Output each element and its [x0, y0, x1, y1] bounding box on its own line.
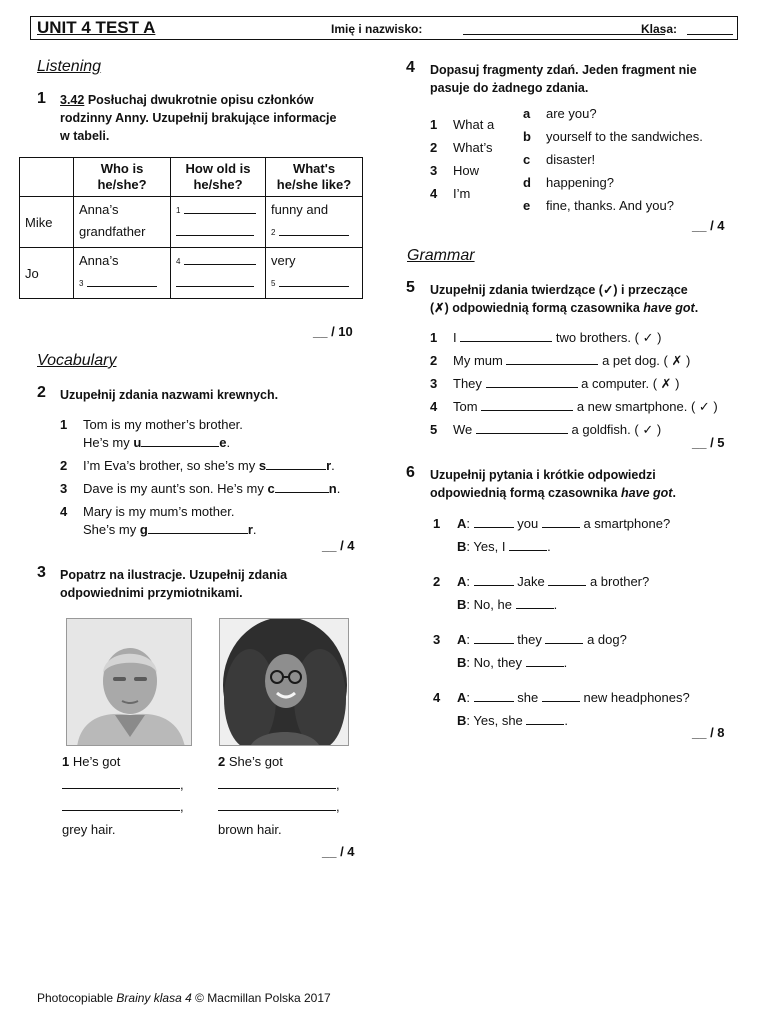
- answer-blank[interactable]: [542, 690, 580, 702]
- answer-blank[interactable]: [62, 799, 180, 811]
- answer-blank[interactable]: [218, 799, 336, 811]
- answer-blank[interactable]: [474, 574, 514, 586]
- q5-instruction: Uzupełnij zdania twierdzące (✓) i przeczące (✗) odpowiednią formą czasownika have got.: [430, 283, 699, 315]
- list-item: 4 I’m: [430, 186, 471, 201]
- answer-blank[interactable]: [486, 376, 578, 388]
- row-name: Mike: [20, 197, 74, 248]
- row-age[interactable]: 1: [171, 197, 266, 248]
- q5-score: __ / 5: [692, 435, 725, 450]
- list-item: 2 A: Jake a brother? B: No, he .: [433, 574, 650, 612]
- q5-number: 5: [406, 279, 415, 296]
- list-item: 5 We a goldfish. ( ✓ ): [430, 422, 662, 437]
- list-item: d happening?: [523, 175, 614, 190]
- q2-instruction: Uzupełnij zdania nazwami krewnych.: [60, 388, 279, 402]
- name-input-line[interactable]: [463, 34, 665, 35]
- list-item: 2 What’s: [430, 140, 493, 155]
- answer-blank[interactable]: [266, 458, 326, 470]
- test-title: UNIT 4 TEST A: [37, 18, 156, 37]
- class-label: Klasa:: [641, 22, 678, 36]
- q2-items: [60, 416, 370, 539]
- answer-blank[interactable]: [474, 516, 514, 528]
- list-item: 4 Mary is my mum’s mother. She’s my g r.: [60, 504, 257, 537]
- answer-blank[interactable]: [506, 353, 598, 365]
- row-name: Jo: [20, 248, 74, 299]
- answer-blank[interactable]: [218, 777, 336, 789]
- q3-number: 3: [37, 564, 46, 581]
- list-item: 4 A: she new headphones? B: Yes, she .: [433, 690, 690, 728]
- q1-number: 1: [37, 90, 46, 107]
- q6-items: [433, 512, 733, 732]
- answer-blank[interactable]: [460, 330, 552, 342]
- answer-blank[interactable]: [526, 655, 564, 667]
- header-like: What's he/she like?: [266, 158, 363, 197]
- answer-blank[interactable]: [275, 481, 329, 493]
- answer-blank[interactable]: [545, 632, 583, 644]
- name-label: Imię i nazwisko:: [331, 22, 423, 36]
- header-who: Who is he/she?: [74, 158, 171, 197]
- q4-left-list: [430, 113, 494, 205]
- answer-blank[interactable]: [474, 632, 514, 644]
- list-item: 4 Tom a new smartphone. ( ✓ ): [430, 399, 718, 414]
- answer-blank[interactable]: [526, 713, 564, 725]
- table-row: [20, 197, 363, 248]
- header-box: [30, 16, 738, 40]
- answer-blank[interactable]: [548, 574, 586, 586]
- q3-instruction: Popatrz na ilustracje. Uzupełnij zdania odpowiednimi przymiotnikami.: [60, 568, 288, 600]
- q4-number: 4: [406, 59, 415, 76]
- section-vocabulary: Vocabulary: [37, 352, 117, 369]
- q2-score: __ / 4: [322, 538, 355, 553]
- man-photo: [66, 618, 192, 746]
- row-who[interactable]: Anna’s $^3$: [74, 248, 171, 299]
- q4-right-list: [523, 102, 703, 217]
- answer-blank[interactable]: [141, 435, 219, 447]
- row-like[interactable]: very $^5$: [266, 248, 363, 299]
- list-item: 3 How: [430, 163, 480, 178]
- list-item: 1 A: you a smartphone? B: Yes, I .: [433, 516, 671, 554]
- q3-answer-1: 1 He’s got , , grey hair.: [62, 754, 184, 837]
- woman-photo: [219, 618, 349, 746]
- footer: Photocopiable Brainy klasa 4 © Macmillan Polska 2017: [37, 991, 331, 1005]
- list-item: 2 My mum a pet dog. ( ✗ ): [430, 353, 691, 368]
- answer-blank[interactable]: [509, 539, 547, 551]
- row-like[interactable]: funny and $^2$: [266, 197, 363, 248]
- q4-instruction: Dopasuj fragmenty zdań. Jeden fragment nie pasuje do żadnego zdania.: [430, 63, 697, 95]
- list-item: 1 I two brothers. ( ✓ ): [430, 330, 662, 345]
- q3-score: __ / 4: [322, 844, 355, 859]
- q6-score: __ / 8: [692, 725, 725, 740]
- list-item: 3 Dave is my aunt’s son. He’s my c n.: [60, 481, 341, 496]
- list-item: 2 I’m Eva’s brother, so she’s my s r.: [60, 458, 335, 473]
- answer-blank[interactable]: [542, 516, 580, 528]
- section-grammar: Grammar: [407, 247, 475, 264]
- q3-answer-2: 2 She’s got , , brown hair.: [218, 754, 340, 837]
- table-corner: [20, 158, 74, 197]
- section-listening: Listening: [37, 58, 102, 75]
- list-item: 1 What a: [430, 117, 495, 132]
- list-item: 3 A: they a dog? B: No, they .: [433, 632, 627, 670]
- q2-number: 2: [37, 384, 46, 401]
- list-item: 1 Tom is my mother’s brother. He’s my u e.: [60, 417, 243, 450]
- q1-instruction: 3.42 Posłuchaj dwukrotnie opisu członków rodzinny Anny. Uzupełnij brakujące informacje w tabeli.: [60, 93, 337, 143]
- q6-instruction: Uzupełnij pytania i krótkie odpowiedzi odpowiednią formą czasownika have got.: [430, 468, 676, 500]
- list-item: b yourself to the sandwiches.: [523, 129, 703, 144]
- table-row: [20, 248, 363, 299]
- track-number: 3.42: [60, 93, 85, 107]
- q4-score: __ / 4: [692, 218, 725, 233]
- q5-items: [430, 326, 718, 441]
- answer-blank[interactable]: [474, 690, 514, 702]
- header-age: How old is he/she?: [171, 158, 266, 197]
- list-item: a are you?: [523, 106, 597, 121]
- answer-blank[interactable]: [481, 399, 573, 411]
- class-input-line[interactable]: [687, 34, 733, 35]
- listening-table: [19, 157, 363, 299]
- row-who: Anna’s grandfather: [74, 197, 171, 248]
- list-item: c disaster!: [523, 152, 596, 167]
- answer-blank[interactable]: [476, 422, 568, 434]
- list-item: e fine, thanks. And you?: [523, 198, 674, 213]
- q6-number: 6: [406, 464, 415, 481]
- q1-score: __ / 10: [313, 324, 353, 339]
- list-item: 3 They a computer. ( ✗ ): [430, 376, 680, 391]
- answer-blank[interactable]: [148, 522, 248, 534]
- answer-blank[interactable]: [62, 777, 180, 789]
- answer-blank[interactable]: [516, 597, 554, 609]
- row-age[interactable]: 4: [171, 248, 266, 299]
